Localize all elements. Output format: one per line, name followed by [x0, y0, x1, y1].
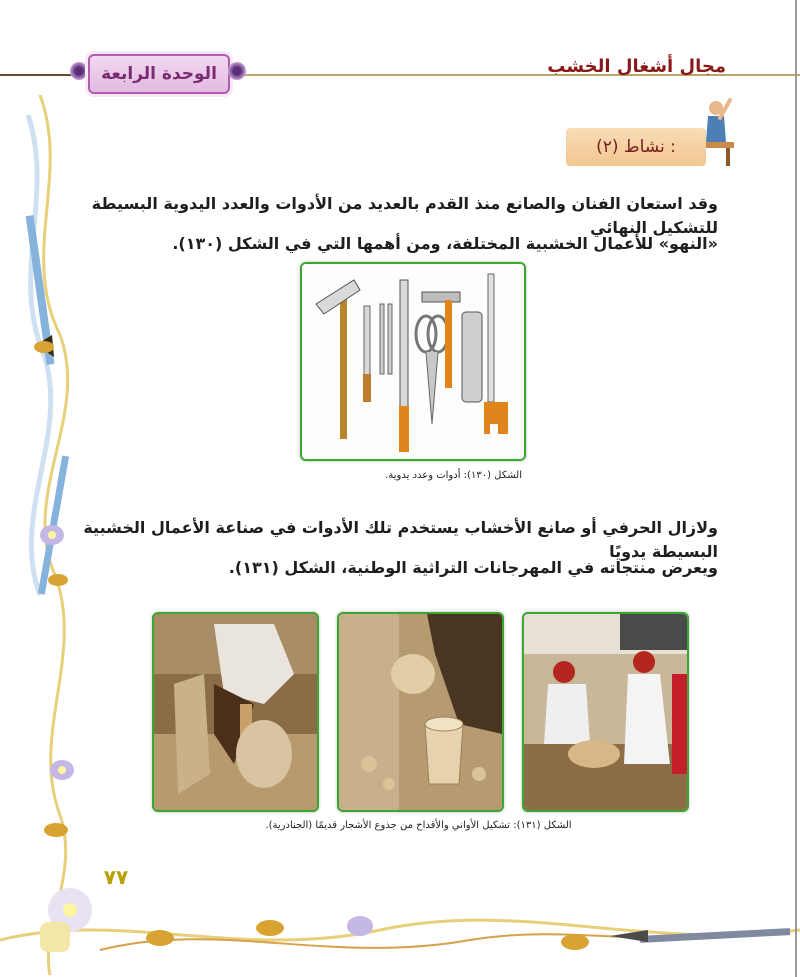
- figure-130-tools-photo: [300, 262, 526, 461]
- page-frame-edge: [795, 0, 797, 977]
- craftsmen-at-work-photo: [524, 614, 687, 810]
- wooden-cups-photo: [339, 614, 502, 810]
- paragraph-1-line-1: وقد استعان الفنان والصانع منذ القدم بالعديد من الأدوات والعدد اليدوية البسيطة للتشكيل النهائي: [91, 194, 718, 237]
- paragraph-2-line-2: ويعرض منتجاته في المهرجانات التراثية الوطنية، الشكل (١٣١).: [228, 558, 718, 577]
- figure-131-caption: الشكل (١٣١): تشكيل الأواني والأقداح من جذوع الأشجار قديمًا (الجنادرية).: [265, 820, 572, 831]
- figure-131-photo-right: [522, 612, 689, 812]
- paragraph-1-line-2: «النهو» للأعمال الخشبية المختلفة، ومن أهمها التي في الشكل (١٣٠).: [172, 234, 718, 253]
- unit-label: الوحدة الرابعة: [101, 64, 217, 84]
- ornament-icon: [70, 62, 88, 80]
- unit-badge: [88, 54, 230, 94]
- left-border-ornament: [0, 95, 100, 975]
- figure-131-photo-left: [152, 612, 319, 812]
- hand-tools-illustration: [302, 264, 524, 459]
- figure-130-caption: الشكل (١٣٠): أدوات وعدد يدوية.: [385, 470, 522, 481]
- ornament-icon: [228, 62, 246, 80]
- paragraph-2-line-1: ولازال الحرفي أو صانع الأخشاب يستخدم تلك الأدوات في صناعة الأعمال الخشبية البسيطة يدويًا: [83, 518, 718, 561]
- activity-label: [566, 128, 706, 166]
- woodcarving-hands-photo: [154, 614, 317, 810]
- field-title: مجال أشغال الخشب: [547, 56, 726, 77]
- page-number: ٧٧: [103, 865, 129, 889]
- figure-131-photo-center: [337, 612, 504, 812]
- activity-text: نشاط (٢) :: [596, 137, 676, 157]
